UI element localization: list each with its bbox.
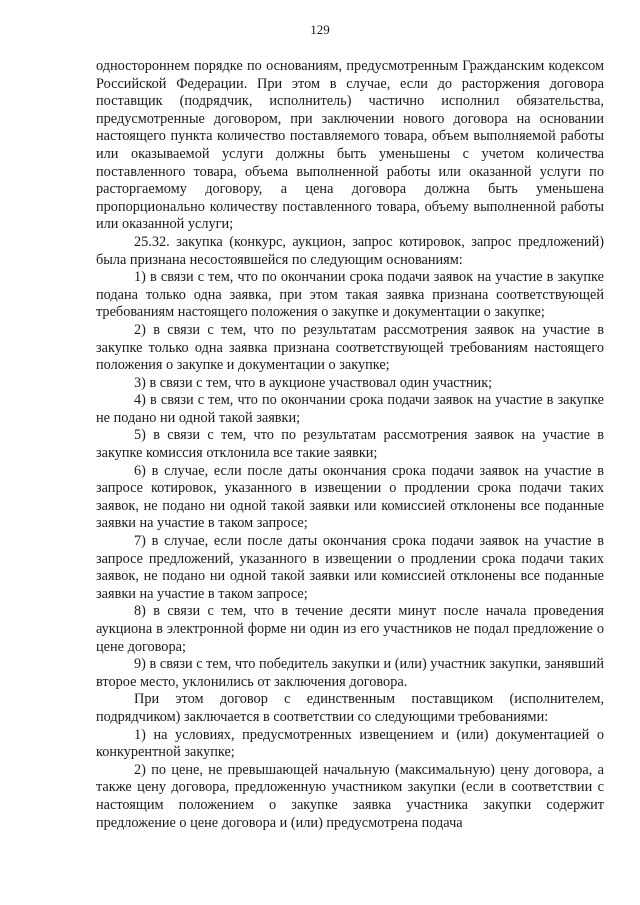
document-body	[96, 58, 604, 832]
paragraph: 8) в связи с тем, что в течение десяти минут после начала проведения аукциона в электронной форме ни один из его участников не подал предложение о цене договора;	[96, 603, 604, 655]
paragraph: 2) в связи с тем, что по результатам рассмотрения заявок на участие в закупке только одна заявка признана соответствующей требованиям настоящего положения о закупке и документации о закупке;	[96, 321, 604, 374]
paragraph: 7) в случае, если после даты окончания срока подачи заявок на участие в запросе предложений, указанного в извещении о продлении срока подачи таких заявок, не подано ни одной такой заявки или комиссией отклонены все поданные заявки на участие в таком запросе;	[96, 533, 604, 602]
page-number: 129	[310, 22, 330, 37]
paragraph: 3) в связи с тем, что в аукционе участвовал один участник;	[134, 374, 493, 391]
paragraph: одностороннем порядке по основаниям, предусмотренным Гражданским кодексом Российской Федерации. При этом в случае, если до расторжения договора поставщик (подрядчик, исполнитель) частично исполнил обязательства, предусмотренные договором, при заключении нового договора на основании настоящего пункта количество поставляемого товара, объем выполняемой работы или оказываемой услуги должны быть уменьшены с учетом количества поставленного товара, объема выполненной работы или оказанной услуги по расторгаемому договору, а цена договора должна быть уменьшена пропорционально количеству поставленного товара, объему выполненной работы или оказанной услуги;	[96, 58, 604, 233]
paragraph: 6) в случае, если после даты окончания срока подачи заявок на участие в запросе котировок, указанного в извещении о продлении срока подачи таких заявок, не подано ни одной такой заявки или комиссией отклонены все поданные заявки на участие в таком запросе;	[96, 462, 604, 532]
paragraph: 1) в связи с тем, что по окончании срока подачи заявок на участие в закупке подана только одна заявка, при этом такая заявка признана соответствующей требованиям настоящего положения о закупке и документации о закупке;	[96, 269, 604, 321]
paragraph: 4) в связи с тем, что по окончании срока подачи заявок на участие в закупке не подано ни одной такой заявки;	[96, 392, 604, 426]
paragraph: 25.32. закупка (конкурс, аукцион, запрос котировок, запрос предложений) была признана несостоявшейся по следующим основаниям:	[96, 233, 604, 268]
paragraph: 9) в связи с тем, что победитель закупки и (или) участник закупки, занявший второе место, уклонились от заключения договора.	[96, 656, 604, 690]
paragraph: При этом договор с единственным поставщиком (исполнителем, подрядчиком) заключается в соответствии со следующими требованиями:	[96, 691, 604, 725]
paragraph: 1) на условиях, предусмотренных извещением и (или) документацией о конкурентной закупке;	[96, 726, 604, 761]
paragraph: 2) по цене, не превышающей начальную (максимальную) цену договора, а также цену договора, предложенную участником закупки (если в соответствии с настоящим положением о закупке заявка участника закупки содержит предложение о цене договора и (или) предусмотрена подача	[96, 761, 604, 831]
paragraph: 5) в связи с тем, что по результатам рассмотрения заявок на участие в закупке комиссия отклонила все такие заявки;	[96, 427, 604, 462]
